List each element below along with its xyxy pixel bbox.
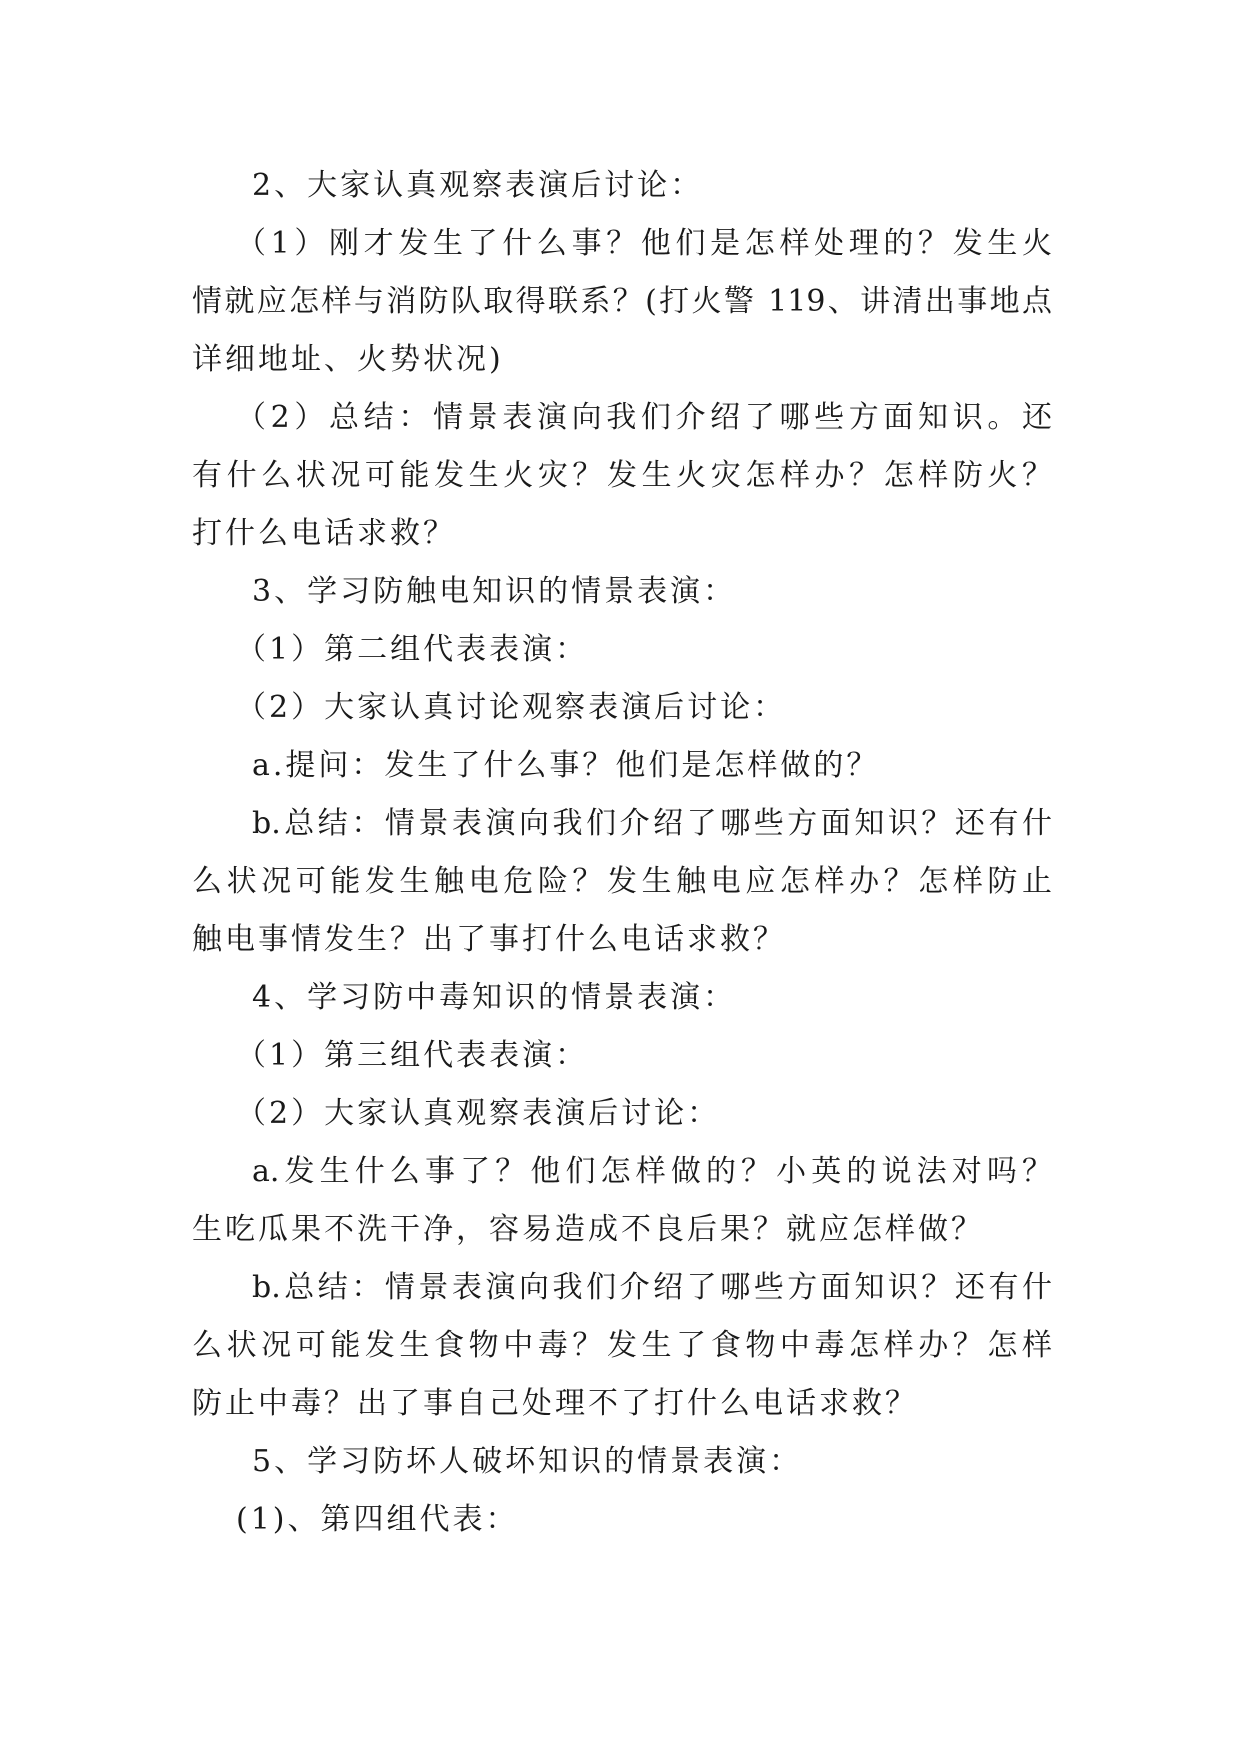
text-line-23: 5、学习防坏人破坏知识的情景表演：: [252, 1444, 803, 1479]
text-line-18: a.发生什么事了？他们怎样做的？小英的说法对吗？: [252, 1154, 1052, 1189]
text-line-22: 防止中毒？出了事自己处理不了打什么电话求救？: [192, 1386, 918, 1421]
text-line-19: 生吃瓜果不洗干净，容易造成不良后果？就应怎样做？: [192, 1212, 984, 1247]
text-line-7: 打什么电话求救？: [192, 516, 456, 551]
text-line-3: 情就应怎样与消防队取得联系？(打火警 119、讲清出事地点: [192, 284, 1052, 319]
text-line-14: 触电事情发生？出了事打什么电话求救？: [192, 922, 786, 957]
text-line-12: b.总结：情景表演向我们介绍了哪些方面知识？还有什: [252, 806, 1052, 841]
text-line-13: 么状况可能发生触电危险？发生触电应怎样办？怎样防止: [192, 864, 1052, 899]
text-line-4: 详细地址、火势状况): [192, 342, 504, 377]
text-line-20: b.总结：情景表演向我们介绍了哪些方面知识？还有什: [252, 1270, 1052, 1305]
text-line-8: 3、学习防触电知识的情景表演：: [252, 574, 737, 609]
text-line-5: （2）总结：情景表演向我们介绍了哪些方面知识。还: [236, 400, 1052, 435]
text-line-21: 么状况可能发生食物中毒？发生了食物中毒怎样办？怎样: [192, 1328, 1052, 1363]
text-line-9: （1）第二组代表表演：: [236, 632, 589, 667]
text-line-17: （2）大家认真观察表演后讨论：: [236, 1096, 721, 1131]
text-line-6: 有什么状况可能发生火灾？发生火灾怎样办？怎样防火？: [192, 458, 1052, 493]
text-line-11: a.提问：发生了什么事？他们是怎样做的？: [252, 748, 880, 783]
text-line-2: （1）刚才发生了什么事？他们是怎样处理的？发生火: [236, 226, 1052, 261]
text-line-1: 2、大家认真观察表演后讨论：: [252, 168, 704, 203]
text-line-24: (1)、第四组代表：: [236, 1502, 519, 1537]
text-line-15: 4、学习防中毒知识的情景表演：: [252, 980, 737, 1015]
text-line-16: （1）第三组代表表演：: [236, 1038, 589, 1073]
text-line-10: （2）大家认真讨论观察表演后讨论：: [236, 690, 787, 725]
